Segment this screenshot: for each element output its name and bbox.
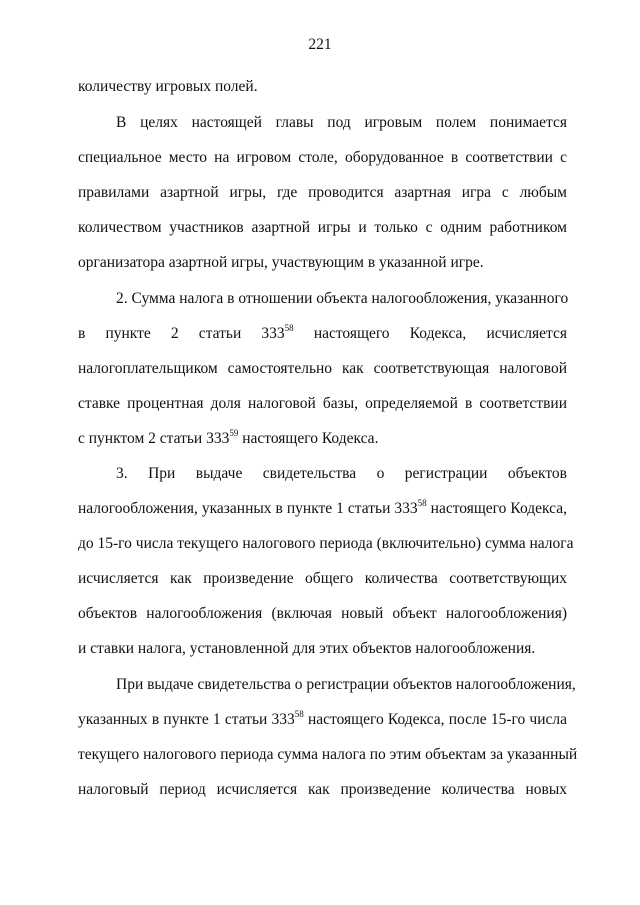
text-segment: настоящего Кодекса. — [238, 430, 379, 447]
text-segment: настоящего Кодекса, — [426, 500, 567, 517]
text-line — [78, 500, 567, 518]
text-line — [78, 711, 567, 729]
paragraph-first-line: 3. При выдаче свидетельства о регистрации объектов — [116, 465, 567, 482]
text-line: количеству игровых полей. — [78, 78, 258, 95]
text-line: специальное место на игровом столе, оборудованное в соответствии с — [78, 149, 567, 166]
superscript: 59 — [229, 428, 239, 438]
superscript: 58 — [284, 323, 294, 333]
paragraph-first-line: В целях настоящей главы под игровым полем понимается — [116, 114, 567, 131]
paragraph-first-line: 2. Сумма налога в отношении объекта налогообложения, указанного — [116, 290, 569, 307]
text-line: до 15-го числа текущего налогового периода (включительно) сумма налога — [78, 535, 574, 552]
superscript: 58 — [294, 709, 304, 719]
text-line: текущего налогового периода сумма налога по этим объектам за указанный — [78, 746, 578, 763]
text-line: ставке процентная доля налоговой базы, определяемой в соответствии — [78, 395, 567, 412]
superscript: 58 — [417, 498, 427, 508]
text-line: налогоплательщиком самостоятельно как соответствующая налоговой — [78, 360, 567, 377]
paragraph-first-line: При выдаче свидетельства о регистрации объектов налогообложения, — [116, 676, 576, 693]
page-number: 221 — [308, 36, 332, 53]
text-line: правилами азартной игры, где проводится азартная игра с любым — [78, 184, 567, 201]
text-segment: в пункте 2 статьи 333 — [78, 325, 285, 342]
text-segment: с пунктом 2 статьи 333 — [78, 430, 230, 447]
text-line: и ставки налога, установленной для этих объектов налогообложения. — [78, 640, 536, 657]
text-line: организатора азартной игры, участвующим в указанной игре. — [78, 254, 484, 271]
text-segment: настоящего Кодекса, после 15-го числа — [303, 711, 567, 728]
text-segment: указанных в пункте 1 статьи 333 — [78, 711, 295, 728]
text-line: количеством участников азартной игры и только с одним работником — [78, 219, 567, 236]
text-segment: настоящего Кодекса, исчисляется — [293, 325, 567, 342]
text-line: налоговый период исчисляется как произведение количества новых — [78, 781, 567, 798]
text-segment: налогообложения, указанных в пункте 1 статьи 333 — [78, 500, 418, 517]
text-line: объектов налогообложения (включая новый объект налогообложения) — [78, 605, 567, 622]
text-line — [78, 430, 567, 448]
text-line: исчисляется как произведение общего количества соответствующих — [78, 570, 567, 587]
text-line — [78, 325, 567, 343]
